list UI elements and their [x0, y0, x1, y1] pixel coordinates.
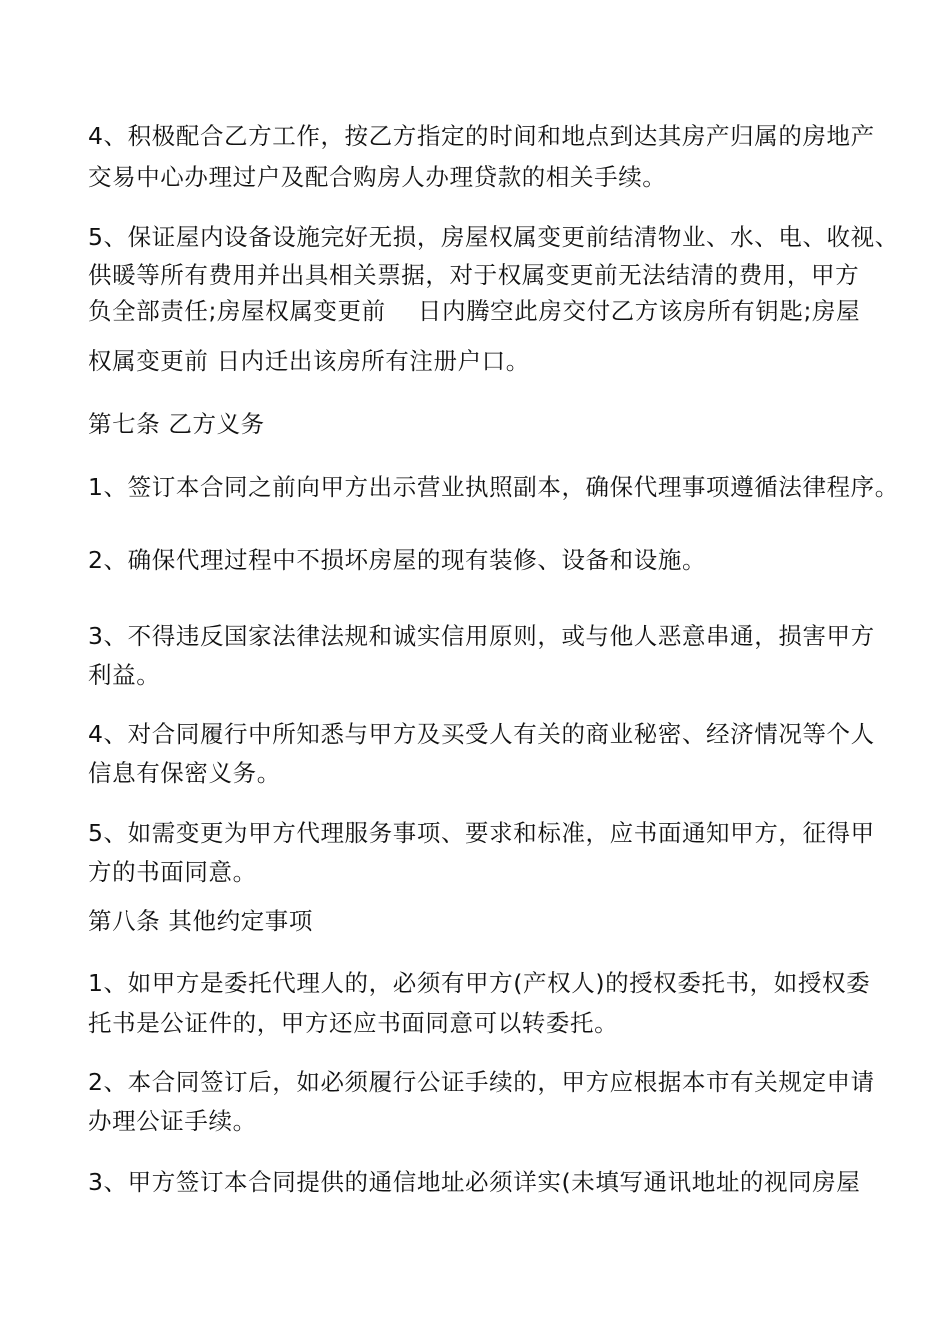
text-line: 5、如需变更为甲方代理服务事项、要求和标准，应书面通知甲方，征得甲: [88, 819, 875, 847]
text-line: 3、甲方签订本合同提供的通信地址必须详实(未填写通讯地址的视同房屋: [88, 1168, 861, 1196]
text-line: 4、对合同履行中所知悉与甲方及买受人有关的商业秘密、经济情况等个人: [88, 720, 875, 748]
text-line: 信息有保密义务。: [88, 759, 281, 787]
section-heading: 第七条 乙方义务: [88, 410, 265, 438]
text-line: 3、不得违反国家法律法规和诚实信用原则，或与他人恶意串通，损害甲方: [88, 622, 875, 650]
text-line: 4、积极配合乙方工作，按乙方指定的时间和地点到达其房产归属的房地产: [88, 122, 875, 150]
text-line: 托书是公证件的，甲方还应书面同意可以转委托。: [88, 1009, 619, 1037]
text-line: 方的书面同意。: [88, 858, 257, 886]
text-line: 2、确保代理过程中不损坏房屋的现有装修、设备和设施。: [88, 546, 707, 574]
text-line: 权属变更前 日内迁出该房所有注册户口。: [88, 347, 530, 375]
text-line: 2、本合同签订后，如必须履行公证手续的，甲方应根据本市有关规定申请: [88, 1068, 875, 1096]
text-line: 供暖等所有费用并出具相关票据，对于权属变更前无法结清的费用，甲方: [88, 261, 860, 289]
text-line: 负全部责任;房屋权属变更前 日内腾空此房交付乙方该房所有钥匙;房屋: [88, 297, 861, 325]
section-heading: 第八条 其他约定事项: [88, 907, 313, 935]
text-line: 交易中心办理过户及配合购房人办理贷款的相关手续。: [88, 163, 667, 191]
text-line: 利益。: [88, 661, 161, 689]
text-line: 办理公证手续。: [88, 1107, 257, 1135]
text-line: 1、如甲方是委托代理人的，必须有甲方(产权人)的授权委托书，如授权委: [88, 969, 871, 997]
text-line: 5、保证屋内设备设施完好无损，房屋权属变更前结清物业、水、电、收视、: [88, 223, 899, 251]
text-line: 1、签订本合同之前向甲方出示营业执照副本，确保代理事项遵循法律程序。: [88, 473, 899, 501]
